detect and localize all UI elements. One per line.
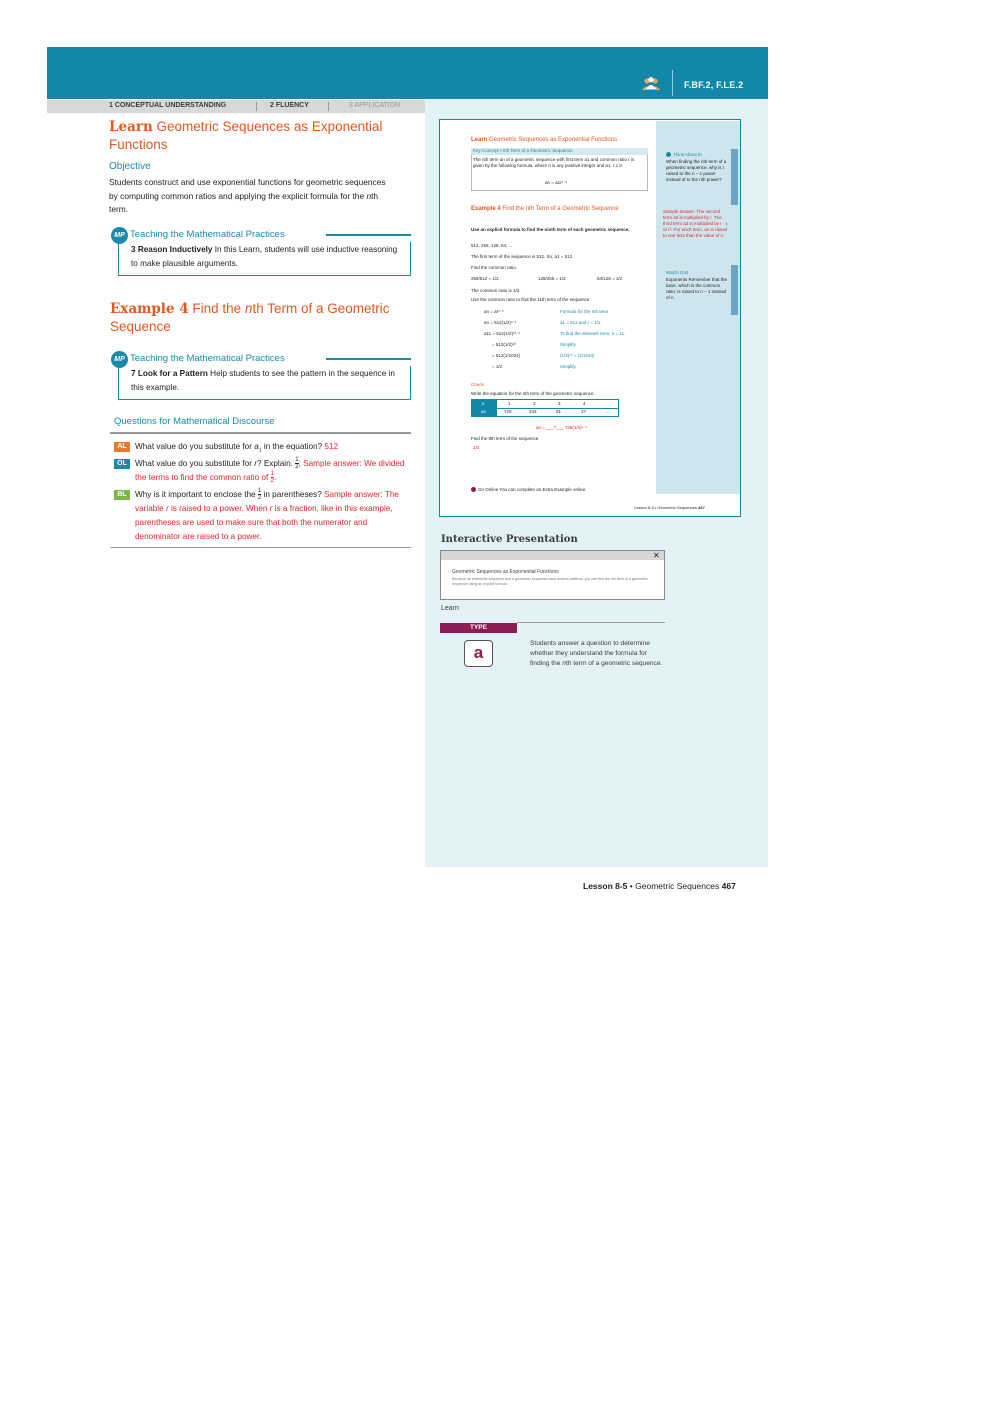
question-al: What value do you substitute for $a_1$ in the equation? 512 [135, 442, 339, 454]
mini-step-math: = 512(1/2)¹⁰ [492, 342, 516, 347]
mini-step-note: a1 = 512 and r = 1/2 [560, 320, 601, 325]
mp-icon: MP [111, 351, 128, 368]
mini-step-math: an = arⁿ⁻¹ [484, 309, 504, 314]
footer-separator: • [629, 881, 633, 891]
mini-ratio: 256/512 = 1/2 [471, 276, 499, 281]
footer-lesson: Lesson 8-5 [583, 881, 628, 891]
mp-heading: Teaching the Mathematical Practices [130, 353, 285, 364]
sidebar-marker [731, 265, 738, 315]
mini-check-label: Check [471, 382, 484, 387]
mini-side-watch-title: Watch Out! [666, 270, 689, 275]
mini-step-note: Formula for the nth term [560, 309, 609, 314]
mini-check-table: n an 1 2 3 4 729 243 81 27 ... [471, 399, 619, 417]
mini-step-math: an = 512(1/2)ⁿ⁻¹ [484, 320, 517, 325]
stage-tabs [47, 100, 425, 113]
learn-heading [109, 118, 419, 153]
discourse-rule [110, 432, 411, 434]
fraction-one-half: $\frac{1}{2}$ [295, 457, 299, 471]
mp-box-reason-inductively [118, 242, 411, 276]
learn-label: Learn [109, 119, 153, 135]
mini-footer: Lesson 8-5 • Geometric Sequences 467 [634, 505, 705, 510]
mini-step-note: Simplify. [560, 342, 577, 347]
mini-side-watch-text: Exponents Remember that the base, which is the common ratio, is raised to n − 1 instead of n. [666, 277, 728, 300]
fraction-one-half: $\frac{1}{2}$ [257, 488, 262, 502]
mini-use-formula: Use the common ratio to find the 11th term of the sequence. [471, 297, 591, 302]
interactive-presentation-heading: Interactive Presentation [441, 534, 578, 545]
mp-box-look-for-pattern [118, 366, 411, 400]
mini-check-instruction: Write the equation for the nth term of the geometric sequence. [471, 391, 595, 396]
example-label: Example 4 [110, 301, 189, 317]
fraction-one-half: $\frac{1}{2}$ [270, 471, 274, 485]
mp-rule [326, 234, 411, 236]
mp-body: 3 Reason Inductively In this Learn, students will use inductive reasoning to make plausible arguments. [131, 245, 398, 268]
presentation-screen-label: Learn [441, 605, 459, 612]
sidebar-marker [731, 149, 738, 205]
al-badge: AL [114, 442, 130, 452]
example-heading: Example 4 Find the nth Term of a Geometric Sequence [110, 301, 390, 334]
mini-example-heading: Example 4 Find the nth Term of a Geometric Sequence [471, 206, 619, 212]
footer-topic: Geometric Sequences [635, 881, 720, 891]
type-rule [517, 622, 665, 623]
mini-side-think-answer: Sample answer: The second term a2 is multiplied by r. The third term a3 is multiplied by r · r, or r². For each term, an is raised to one less than the value of n. [663, 209, 729, 238]
mini-step-math: = 1/2 [492, 364, 503, 369]
learn-title: Geometric Sequences as Exponential Functions [109, 119, 383, 152]
mini-key-formula: an = a1rⁿ⁻¹ [545, 180, 568, 185]
question-ol: What value do you substitute for r? Explain. $\frac{1}{2}$ ; Sample answer: We divided the terms to find the common ratio of $\frac{1}{2}$ . [135, 457, 405, 485]
go-online-icon [471, 487, 476, 492]
type-answer-icon: a [464, 640, 493, 667]
mini-key-concept-text: The nth term an of a geometric sequence with first term a1 and common ratio r is given by the following formula, where n is any positive integer and a1, r ≠ 0. [473, 157, 635, 168]
standards-codes: F.BF.2, F.LE.2 [684, 80, 744, 90]
bl-badge: BL [114, 490, 130, 500]
mini-instruction: Use an explicit formula to find the ninth term of each geometric sequence. [471, 227, 630, 232]
mini-ratio: 128/256 = 1/2 [538, 276, 566, 281]
tab-separator [328, 102, 329, 111]
discourse-heading: Questions for Mathematical Discourse [114, 416, 275, 427]
tab-fluency: 2 FLUENCY [270, 102, 309, 109]
objective-heading: Objective [109, 161, 151, 172]
mini-find-ratio: Find the common ratio. [471, 265, 518, 270]
question-bl: Why is it important to enclose the $\frac{1}{2}$ in parentheses? Sample answer: The variable r is raised to a power. When r is a fraction, like in this example, parentheses are used to make sure that both the numerator and denominator are raised to a power. [135, 488, 399, 541]
tab-conceptual-understanding: 1 CONCEPTUAL UNDERSTANDING [109, 102, 227, 109]
mini-first-term: The first term of the sequence is 512. So, a1 = 512. [471, 254, 574, 259]
mini-step-note: To find the eleventh term, n = 11. [560, 331, 626, 336]
footer-page-number: 467 [721, 881, 736, 891]
mini-side-think-text: When finding the nth term of a geometric sequence, why is r raised to the n − 1 power instead of to the nth power? [666, 159, 727, 182]
mini-sequence: 512, 256, 128, 64, ... [471, 243, 513, 248]
tab-application: 3 APPLICATION [349, 102, 401, 109]
mp-rule [326, 358, 411, 360]
mini-step-math: = 512(1/1024) [492, 353, 521, 358]
mini-table-rule [472, 408, 619, 409]
close-icon: ✕ [653, 551, 660, 560]
think-about-it-icon [666, 152, 671, 157]
mini-side-think-title: Think About It! [673, 152, 702, 157]
presentation-screen-text: Because an arithmetic sequence and a geometric sequence have distinct patterns, you can find the nth term of a geometric sequence using an explicit formula. [452, 577, 648, 586]
presentation-screen-titlebar [441, 551, 664, 560]
mini-find-eighth: Find the 8th term of the sequence. [471, 436, 540, 441]
mini-key-concept-title: Key Concept • nth Term of a Geometric Sequence [473, 148, 573, 153]
collaboration-people-icon [641, 76, 661, 92]
type-label: TYPE [440, 623, 517, 633]
discourse-end-rule [110, 547, 411, 548]
mini-learn-heading: Learn Geometric Sequences as Exponential Functions [471, 137, 618, 143]
header-divider [672, 70, 673, 96]
page-footer [583, 881, 736, 891]
mini-check-formula: an = ___?___ 729(1/3)ⁿ⁻¹ [536, 425, 588, 430]
mini-step-math: a11 = 512(1/2)¹¹⁻¹ [484, 331, 520, 336]
mini-step-note: (1/2)¹⁰ = (1/1024) [560, 353, 595, 358]
mini-ratio: 64/128 = 1/2 [597, 276, 623, 281]
type-description: Students answer a question to determine whether they understand the formula for finding the nth term of a geometric sequence. [530, 640, 663, 667]
mini-step-note: Simplify. [560, 364, 577, 369]
mp-heading: Teaching the Mathematical Practices [130, 229, 285, 240]
mp-icon: MP [111, 227, 128, 244]
tab-separator [256, 102, 257, 111]
mini-go-online: Go Online You can complete an Extra Example online. [478, 487, 587, 492]
objective-text: Students construct and use exponential functions for geometric sequences by computing common ratios and applying the explicit formula for the nth term. [109, 177, 386, 215]
ol-badge: OL [114, 459, 130, 469]
mini-eighth-answer: 1/3 [473, 445, 480, 450]
mini-ratio-result: The common ratio is 1/2. [471, 288, 521, 293]
mp-body: 7 Look for a Pattern Help students to see the pattern in the sequence in this example. [131, 369, 395, 392]
presentation-screen-title: Geometric Sequences as Exponential Functions [452, 569, 559, 575]
